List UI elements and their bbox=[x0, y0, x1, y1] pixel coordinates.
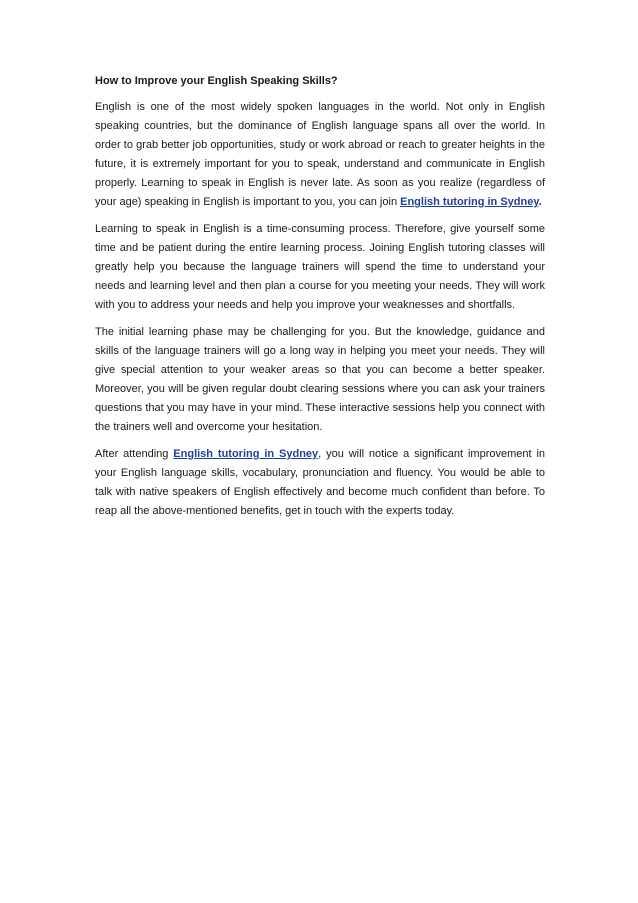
paragraph-1-text: English is one of the most widely spoken languages in the world. Not only in English speaking countries, but the dominance of English language spans all over the world. In order to grab better job opportunities, study or work abroad or reach to greater heights in the future, it is extremely important for you to speak, understand and communicate in English properly. Learning to speak in English is never late. As soon as you realize (regardless of your age) speaking in English is important to you, you can join bbox=[95, 101, 545, 208]
paragraph-3: The initial learning phase may be challenging for you. But the knowledge, guidance and skills of the language trainers will go a long way in helping you meet your needs. They will give special attention to your weaker areas so that you can become a better speaker. Moreover, you will be given regular doubt clearing sessions where you can ask your trainers questions that you may have in your mind. These interactive sessions help you connect with the trainers well and overcome your hesitation. bbox=[95, 326, 545, 433]
english-tutoring-link-2[interactable]: English tutoring in Sydney bbox=[173, 448, 319, 460]
paragraph-2: Learning to speak in English is a time-consuming process. Therefore, give yourself some time and be patient during the entire learning process. Joining English tutoring classes will greatly help you because the language trainers will spend the time to understand your needs and learning level and then plan a course for you meeting your needs. They will work with you to address your needs and help you improve your weaknesses and shortfalls. bbox=[95, 223, 545, 311]
paragraph-4-start: After attending bbox=[95, 448, 174, 460]
document-page bbox=[95, 72, 545, 529]
paragraph-1-end: . bbox=[538, 196, 542, 208]
paragraph-1 bbox=[95, 98, 545, 212]
document-title: How to Improve your English Speaking Skills? bbox=[95, 75, 338, 87]
english-tutoring-link-1[interactable]: English tutoring in Sydney bbox=[400, 196, 539, 208]
paragraph-4 bbox=[95, 445, 545, 521]
paragraph-4-text: , you will notice a significant improvement in your English language skills, vocabulary, pronunciation and fluency. You would be able to talk with native speakers of English effectively and become much confident than before. To reap all the above-mentioned benefits, get in touch with the experts today. bbox=[95, 448, 546, 517]
